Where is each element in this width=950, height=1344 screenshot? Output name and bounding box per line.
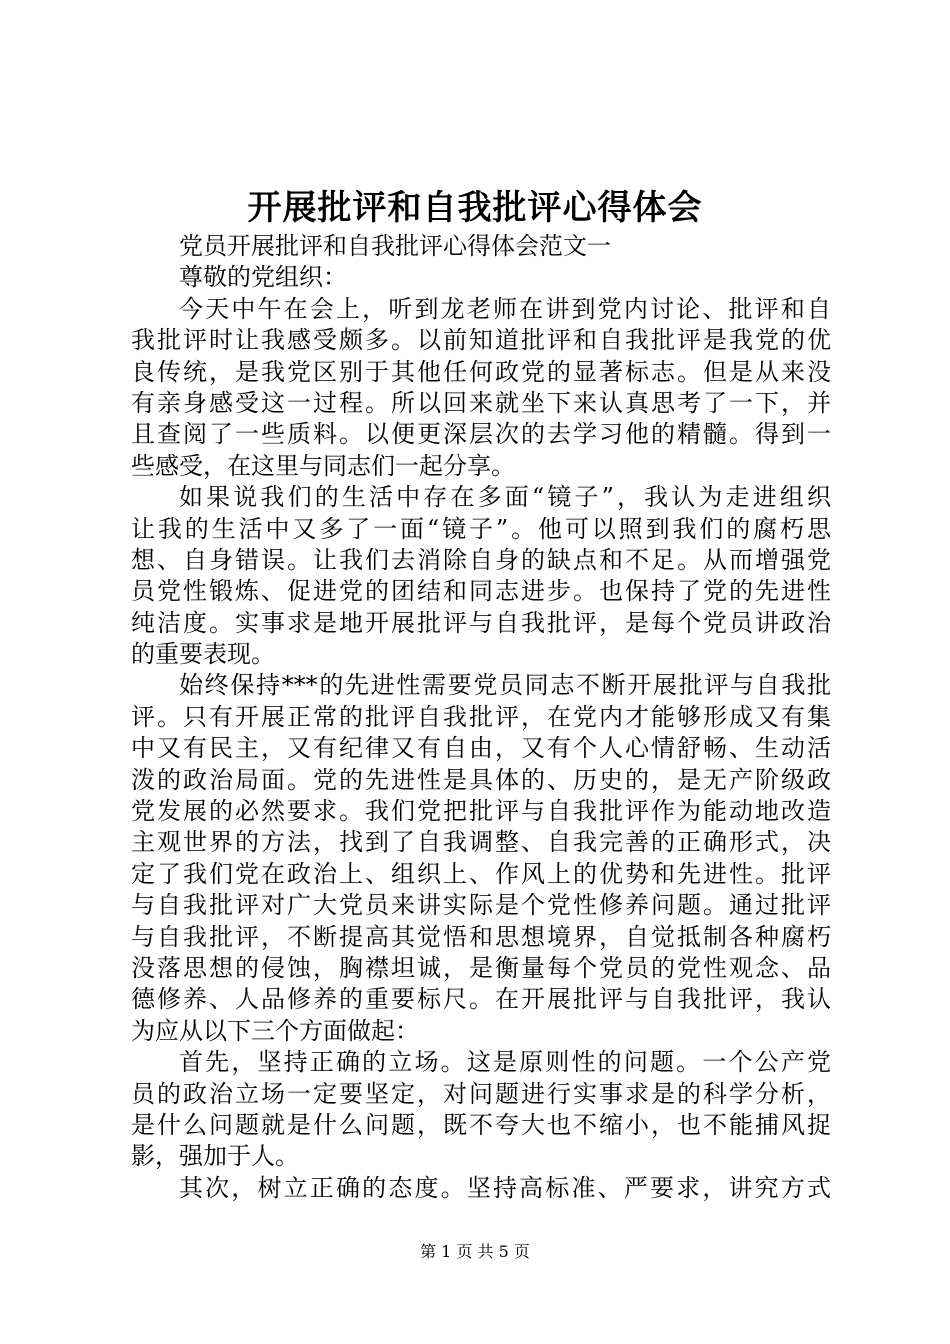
text-line: 中又有民主，又有纪律又有自由，又有个人心情舒畅、生动活: [131, 734, 831, 763]
text-line: 有亲身感受这一过程。所以回来就坐下来认真思考了一下，并: [131, 388, 831, 417]
text-line: 为应从以下三个方面做起：: [131, 1016, 419, 1045]
text-line: 与自我批评，不断提高其觉悟和思想境界，自觉抵制各种腐朽: [131, 922, 831, 951]
text-line: 没落思想的侵蚀，胸襟坦诚，是衡量每个党员的党性观念、品: [131, 953, 831, 982]
text-line: 如果说我们的生活中存在多面“镜子”，我认为走进组织: [179, 483, 831, 512]
text-line: 的重要表现。: [131, 640, 275, 669]
text-line: 首先，坚持正确的立场。这是原则性的问题。一个公产党: [179, 1048, 831, 1077]
text-line: 今天中午在会上，听到龙老师在讲到党内讨论、批评和自: [179, 294, 831, 323]
text-line: 党发展的必然要求。我们党把批评与自我批评作为能动地改造: [131, 797, 831, 826]
document-title: 开展批评和自我批评心得体会: [247, 188, 703, 228]
text-line: 泼的政治局面。党的先进性是具体的、历史的，是无产阶级政: [131, 765, 831, 794]
text-line: 尊敬的党组织：: [179, 263, 347, 292]
text-line: 定了我们党在政治上、组织上、作风上的优势和先进性。批评: [131, 859, 831, 888]
text-line: 始终保持***的先进性需要党员同志不断开展批评与自我批: [179, 671, 831, 700]
text-line: 评。只有开展正常的批评自我批评，在党内才能够形成又有集: [131, 702, 831, 731]
page-footer: 第 1 页 共 5 页: [420, 1242, 530, 1261]
text-line: 些感受，在这里与同志们一起分享。: [131, 451, 515, 480]
text-line: 与自我批评对广大党员来讲实际是个党性修养问题。通过批评: [131, 891, 831, 920]
text-line: 是什么问题就是什么问题，既不夸大也不缩小，也不能捕风捉: [131, 1110, 831, 1139]
text-line: 德修养、人品修养的重要标尺。在开展批评与自我批评，我认: [131, 985, 831, 1014]
text-line: 党员开展批评和自我批评心得体会范文一: [179, 232, 611, 260]
text-line: 其次，树立正确的态度。坚持高标准、严要求，讲究方式: [179, 1173, 831, 1202]
text-line: 员的政治立场一定要坚定，对问题进行实事求是的科学分析，: [131, 1079, 831, 1108]
text-line: 且查阅了一些质料。以便更深层次的去学习他的精髓。得到一: [131, 420, 831, 449]
text-line: 员党性锻炼、促进党的团结和同志进步。也保持了党的先进性: [131, 577, 831, 606]
text-line: 良传统，是我党区别于其他任何政党的显著标志。但是从来没: [131, 357, 831, 386]
text-line: 影，强加于人。: [131, 1142, 299, 1171]
text-line: 我批评时让我感受颇多。以前知道批评和自我批评是我党的优: [131, 326, 831, 355]
text-line: 让我的生活中又多了一面“镜子”。他可以照到我们的腐朽思: [131, 514, 831, 543]
document-body: [131, 231, 831, 1204]
text-line: 主观世界的方法，找到了自我调整、自我完善的正确形式，决: [131, 828, 831, 857]
text-line: 纯洁度。实事求是地开展批评与自我批评，是每个党员讲政治: [131, 608, 831, 637]
text-line: 想、自身错误。让我们去消除自身的缺点和不足。从而增强党: [131, 545, 831, 574]
